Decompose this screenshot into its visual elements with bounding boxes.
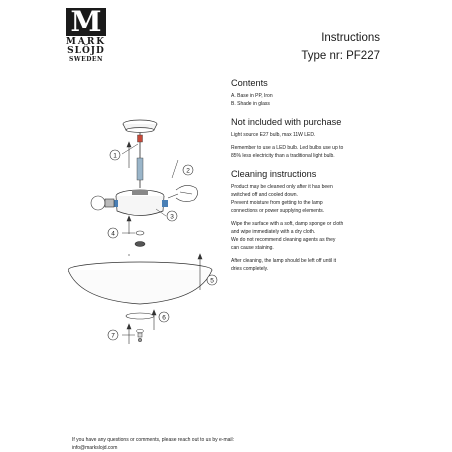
step-number-7: 7 — [111, 332, 115, 340]
type-number: Type nr: PF227 — [301, 50, 380, 62]
cable-gland — [138, 135, 143, 142]
step-number-3: 3 — [170, 213, 174, 221]
glass-shade — [68, 262, 212, 304]
led-note-line: 85% less electricity than a traditional light bulb. — [231, 153, 335, 159]
cleaning-line: After cleaning, the lamp should be left off until it — [231, 258, 336, 264]
contents-title: Contents — [231, 78, 268, 88]
instructions-text — [231, 78, 391, 273]
bottom-ring — [126, 313, 154, 319]
contents-item-a: A. Base in PP, Iron — [231, 93, 273, 99]
step-marker-2 — [183, 165, 193, 175]
cleaning-line: Prevent moisture from getting to the lamp — [231, 200, 323, 206]
cleaning-line: Product may be cleaned only after it has been — [231, 184, 333, 190]
cleaning-line: Wipe the surface with a soft, damp sponge or cloth — [231, 221, 344, 227]
cleaning-line: and wipe immediately with a dry cloth. — [231, 229, 316, 235]
logo-line-2: SLÖJD — [67, 46, 105, 56]
step-number-6: 6 — [162, 314, 166, 322]
cleaning-line: connections or power supplying elements. — [231, 208, 325, 214]
step-number-4: 4 — [111, 230, 115, 238]
not-included-title: Not included with purchase — [231, 117, 342, 127]
cleaning-line: can cause staining. — [231, 245, 274, 251]
logo-letter: M — [66, 8, 106, 36]
cleaning-section — [231, 169, 391, 273]
document-header — [301, 31, 380, 67]
not-included-section — [231, 117, 391, 160]
cleaning-line: We do not recommend cleaning agents as they — [231, 237, 336, 243]
step-marker-6 — [159, 312, 169, 322]
step-number-5: 5 — [210, 277, 214, 285]
contact-text: If you have any questions or comments, please reach out to us by e-mail: — [72, 437, 235, 443]
ceiling-cup — [123, 120, 157, 132]
connector-detail — [168, 185, 198, 201]
step-marker-1 — [110, 150, 120, 160]
page-title: Instructions — [321, 32, 380, 44]
step-marker-7 — [108, 330, 118, 340]
cleaning-title: Cleaning instructions — [231, 169, 317, 179]
brand-logo — [64, 5, 108, 63]
cleaning-line: dries completely. — [231, 266, 269, 272]
contents-section — [231, 78, 391, 108]
finial — [137, 329, 144, 342]
contact-footer — [72, 436, 392, 452]
ring-nut — [135, 231, 145, 246]
light-source-text: Light source E27 bulb, max 11W LED. — [231, 132, 316, 138]
cable-sleeve — [137, 158, 143, 180]
step-number-2: 2 — [186, 167, 190, 175]
assembly-diagram — [68, 78, 220, 360]
step-marker-3 — [167, 211, 177, 221]
contents-item-b: B. Shade in glass — [231, 101, 270, 107]
step-leaders — [122, 144, 178, 335]
logo-line-1: MARK — [65, 37, 107, 47]
led-note-line: Remember to use a LED bulb. Led bulbs use up to — [231, 145, 344, 151]
logo-line-3: SWEDEN — [69, 56, 103, 63]
step-marker-5 — [207, 275, 217, 285]
contact-email: info@markslojd.com — [72, 445, 118, 451]
step-marker-4 — [108, 228, 118, 238]
bulb-icon — [91, 196, 114, 210]
cleaning-line: switched off and cooled down. — [231, 192, 298, 198]
step-number-1: 1 — [113, 152, 117, 160]
